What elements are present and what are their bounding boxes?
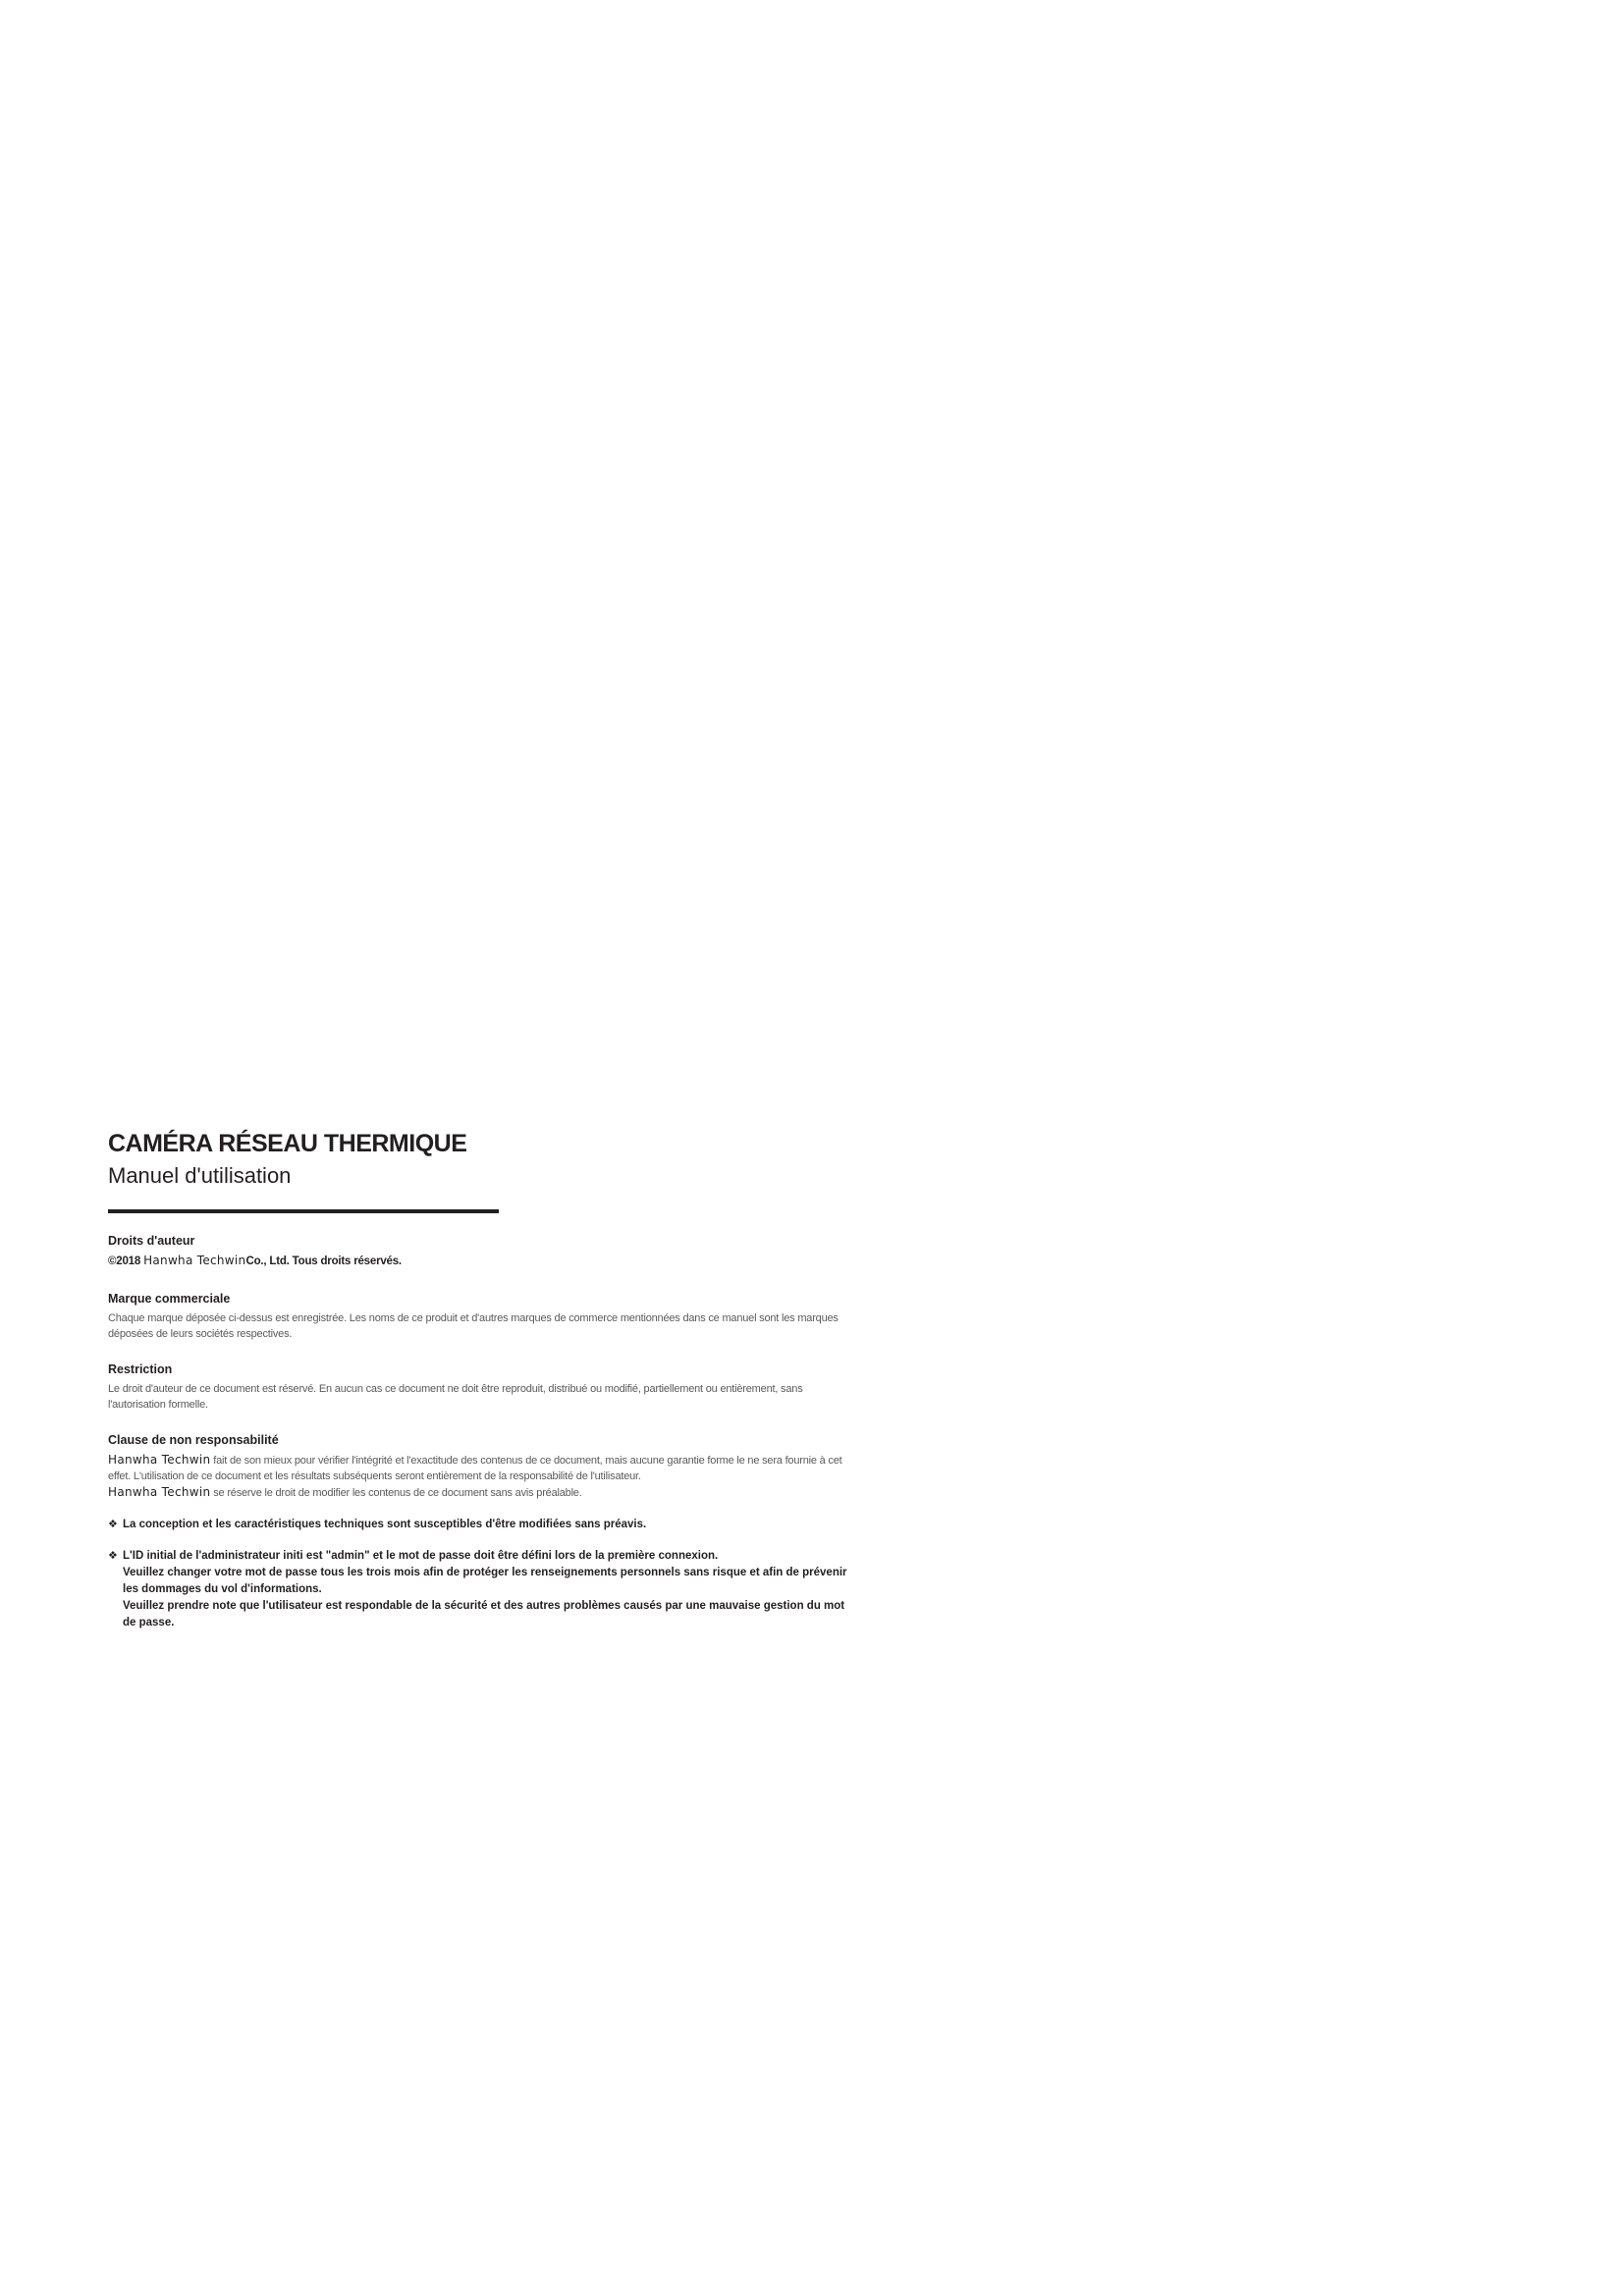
- disclaimer-text-1: fait de son mieux pour vérifier l'intégrité et l'exactitude des contenus de ce document, mais aucune garantie forme le ne sera fournie à cet effet. L'utilisation de ce document et les résultats subséquents seront entièrement de la responsabilité de l'utilisateur.: [108, 1455, 842, 1482]
- document-subtitle: Manuel d'utilisation: [108, 1163, 292, 1188]
- diamond-bullet-icon: ❖: [108, 1519, 118, 1530]
- restriction-section: [108, 1362, 854, 1413]
- trademark-body: Chaque marque déposée ci-dessus est enregistrée. Les noms de ce produit et d'autres marques de commerce mentionnées dans ce manuel sont les marques déposées de leurs sociétés respectives.: [108, 1312, 839, 1340]
- disclaimer-text-2: se réserve le droit de modifier les contenus de ce document sans avis préalable.: [210, 1487, 582, 1499]
- note-text: La conception et les caractéristiques techniques sont susceptibles d'être modifiées sans préavis.: [123, 1519, 647, 1530]
- copyright-suffix: Co., Ltd. Tous droits réservés.: [245, 1255, 402, 1267]
- brand-logotype: Hanwha Techwin: [143, 1254, 246, 1267]
- note-text: L'ID initial de l'administrateur initi est "admin" et le mot de passe doit être défini lors de la première connexion.: [123, 1550, 719, 1562]
- disclaimer-section: [108, 1432, 854, 1501]
- brand-logotype: Hanwha Techwin: [108, 1485, 211, 1499]
- document-title: CAMÉRA RÉSEAU THERMIQUE: [108, 1130, 467, 1157]
- disclaimer-heading: Clause de non responsabilité: [108, 1433, 279, 1447]
- copyright-prefix: ©2018: [108, 1255, 144, 1267]
- restriction-body: Le droit d'auteur de ce document est réservé. En aucun cas ce document ne doit être reproduit, distribué ou modifié, partiellement ou entièrement, sans l'autorisation formelle.: [108, 1383, 803, 1411]
- note-design-changes: [108, 1517, 854, 1533]
- note-text: Veuillez changer votre mot de passe tous les trois mois afin de protéger les renseignements personnels sans risque et afin de prévenir les dommages du vol d'informations.: [123, 1567, 847, 1595]
- note-text: Veuillez prendre note que l'utilisateur est respondable de la sécurité et des autres problèmes causés par une mauvaise gestion du mot de passe.: [123, 1600, 845, 1629]
- document-page: [108, 1129, 854, 1631]
- title-divider: [108, 1209, 499, 1213]
- trademark-heading: Marque commerciale: [108, 1292, 231, 1306]
- copyright-text: [108, 1253, 854, 1269]
- copyright-section: [108, 1233, 854, 1269]
- restriction-heading: Restriction: [108, 1362, 173, 1376]
- diamond-bullet-icon: ❖: [108, 1550, 118, 1562]
- brand-logotype: Hanwha Techwin: [108, 1453, 211, 1467]
- disclaimer-body: [108, 1452, 854, 1501]
- copyright-heading: Droits d'auteur: [108, 1234, 195, 1248]
- trademark-section: [108, 1291, 854, 1342]
- note-admin-password: [108, 1548, 854, 1631]
